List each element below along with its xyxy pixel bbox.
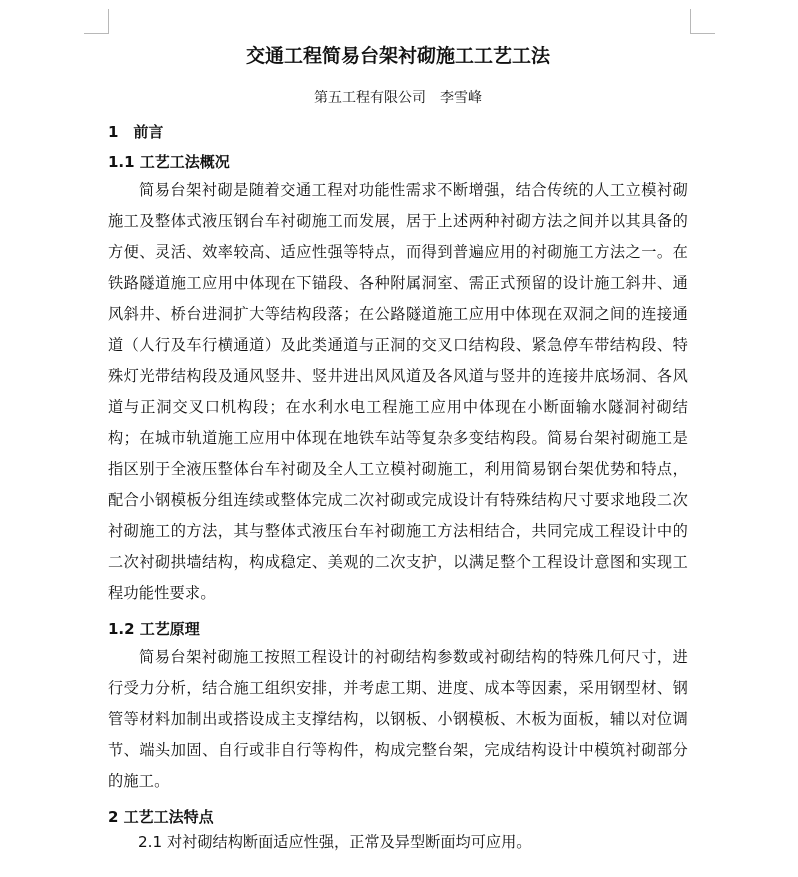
document-page [108, 42, 688, 858]
section-heading-1-2: 1.2 工艺原理 [108, 620, 200, 638]
document-title: 交通工程简易台架衬砌施工工艺工法 [245, 45, 550, 67]
paragraph-1-1: 简易台架衬砌是随着交通工程对功能性需求不断增强，结合传统的人工立模衬砌施工及整体式液压钢台车衬砌施工而发展，居于上述两种衬砌方法之间并以其具备的方便、灵活、效率较高、适应性强等特点，而得到普遍应用的衬砌施工方法之一。在铁路隧道施工应用中体现在下锚段、各种附属洞室、需正式预留的设计施工斜井、通风斜井、桥台进洞扩大等结构段落；在公路隧道施工应用中体现在双洞之间的连接通道（人行及车行横通道）及此类通道与正洞的交叉口结构段、紧急停车带结构段、特殊灯光带结构段及通风竖井、竖井进出风风道及各风道与竖井的连接井底场洞、各风道与正洞交叉口机构段；在水利水电工程施工应用中体现在小断面输水隧洞衬砌结构；在城市轨道施工应用中体现在地铁车站等复杂多变结构段。简易台架衬砌施工是指区别于全液压整体台车衬砌及全人工立模衬砌施工，利用简易钢台架优势和特点，配合小钢模板分组连续或整体完成二次衬砌或完成设计有特殊结构尺寸要求地段二次衬砌施工的方法，其与整体式液压台车衬砌施工方法相结合，共同完成工程设计中的二次衬砌拱墙结构，构成稳定、美观的二次支护，以满足整个工程设计意图和实现工程功能性要求。 [108, 181, 688, 602]
crop-mark-top-right [690, 9, 715, 34]
section-heading-1-1: 1.1 工艺工法概况 [108, 153, 230, 171]
section-heading-1: 1 前言 [108, 123, 164, 141]
document-author: 第五工程有限公司 李雪峰 [314, 90, 482, 106]
paragraph-2-1: 2.1 对衬砌结构断面适应性强，正常及异型断面均可应用。 [138, 833, 532, 851]
crop-mark-top-left [84, 9, 109, 34]
paragraph-1-2: 简易台架衬砌施工按照工程设计的衬砌结构参数或衬砌结构的特殊几何尺寸，进行受力分析，结合施工组织安排，并考虑工期、进度、成本等因素，采用钢型材、钢管等材料加制出或搭设成主支撑结构，以钢板、小钢模板、木板为面板，辅以对位调节、端头加固、自行或非自行等构件，构成完整台架，完成结构设计中模筑衬砌部分的施工。 [108, 648, 688, 790]
section-heading-2: 2 工艺工法特点 [108, 808, 214, 826]
